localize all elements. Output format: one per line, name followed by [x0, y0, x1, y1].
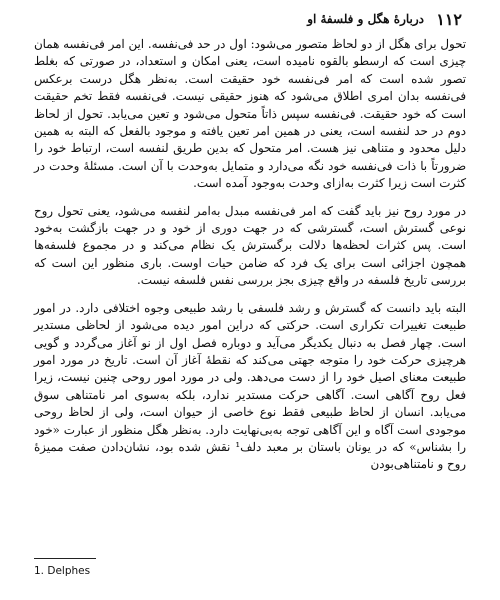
- page-number: ۱۱۲: [436, 10, 462, 29]
- paragraph-2: در مورد روح نیز باید گفت که امر فی‌نفسه مبدل به‌امر لنفسه می‌شود، یعنی تحول روح نوعی گسترش است، گسترشی که در جهت دوری از خود و در جهت بازگشت به‌خود است. پس کثرات لحظه‌ها دلالت برگسترش یک نظام می‌کند و در مجموع فلسفه‌ها همچون اجزائی است برای یک فرد که ضامن حیات اوست. باری منظور این است که بررسی تاریخ فلسفه در واقع چیزی بجز بررسی نفس فلسفه نیست.: [34, 203, 466, 288]
- paragraph-3: البته باید دانست که گسترش و رشد فلسفی با رشد طبیعی وجوه اختلافی دارد. در امور طبیعت تغییرات تکراری است. حرکتی که دراین امور دیده می‌شود از لحاظی مستدیر است. چهار فصل به دنبال یکدیگر می‌آید و دوباره فصل اول از نو آغاز می‌گردد و گویی هرچیزی حرکت خود را متوجه جهتی می‌کند که نقطهٔ آغاز آن است. تاریخ در مورد امور طبیعت معنای اصیل خود را از دست می‌دهد. ولی در مورد امور روحی چنین نیست، زیرا فعل روح آگاهی است. آگاهی حرکت مستدیر ندارد، بلکه به‌سوی امر نامتناهی سوق می‌یابد. انسان از لحاظ طبیعی فقط نوع خاصی از حیوان است، ولی از لحاظ روحی موجودی است آگاه و این آگاهی توجه به‌بی‌نهایت دارد. به‌نظر هگل منظور از عبارت «خود را بشناس» که در یونان باستان بر معبد دلف¹ نقش شده بود، نشان‌دادن صفت ممیزهٔ روح و نامتناهی‌بودن: [34, 300, 466, 472]
- paragraph-1: تحول برای هگل از دو لحاظ متصور می‌شود: اول در حد فی‌نفسه. این امر فی‌نفسه همان چیزی است که ارسطو بالقوه نامیده است، یعنی امکان و استعداد، در صورتی که بغلط تصور شده است که امر فی‌نفسه خود حقیقت است. به‌نظر هگل درست برعکس فی‌نفسه بدان امری اطلاق می‌شود که هنوز حقیقی نیست. فی‌نفسه فقط تخم حقیقت است که خود حقیقت. فی‌نفسه سپس ذاتاً متحول می‌شود و تعین می‌یابد. تحول از لحاظ دوم در حد لنفسه است، یعنی در همین امر تعین یافته و موجود بالفعل که البته به همین دلیل محدود و متناهی نیز هست. امر متحول که بدین طریق لنفسه است، ارتباط خود را ضرورتاً با ذات فی‌نفسه خود نگه می‌دارد و متمایل به‌وحدت با آن است. مسئلهٔ وحدت در کثرت است زیرا کثرت به‌ازای وحدت به‌وجود آمده است.: [34, 37, 467, 191]
- footnote-rule: [34, 558, 96, 559]
- running-title: دربارهٔ هگل و فلسفهٔ او: [307, 12, 424, 26]
- page-header: [35, 10, 462, 32]
- footnote: 1. Delphes: [34, 565, 91, 577]
- body-text: [34, 36, 466, 484]
